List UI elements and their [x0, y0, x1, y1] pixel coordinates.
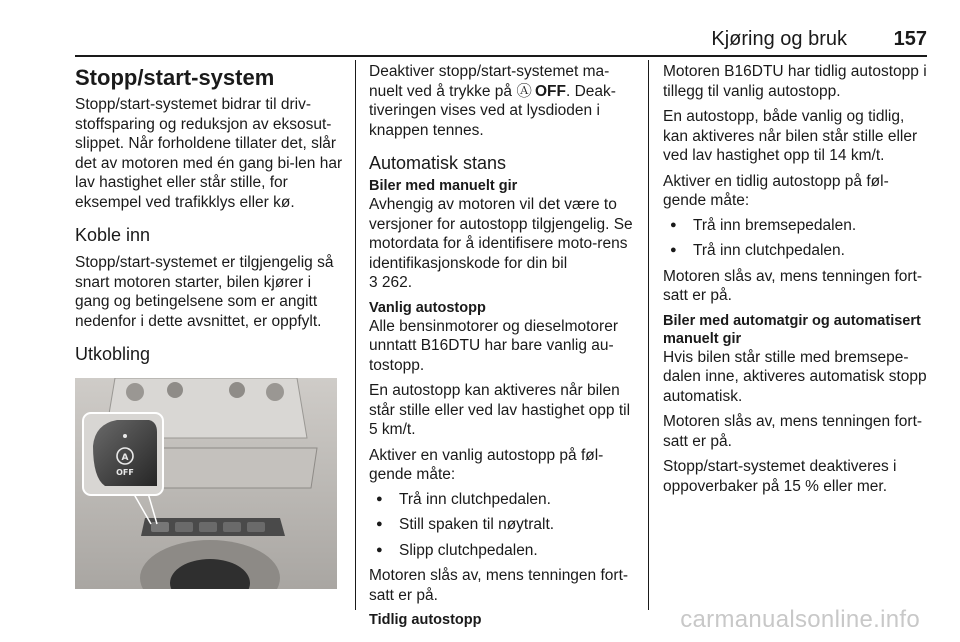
vanlig-paragraph-1: Alle bensinmotorer og dieselmotorer unntatt B16DTU har bare vanlig au-tostopp. [369, 317, 618, 374]
console-photo [75, 378, 337, 589]
list-item: ● Still spaken til nøytralt. [369, 515, 633, 535]
automat-paragraph-1: Hvis bilen står stille med bremsepe-dalen inne, aktiveres automatisk stopp automatisk. [663, 348, 927, 405]
column-2 [369, 62, 633, 629]
tidlig-paragraph-4: Motoren slås av, mens tenningen fort-satt er på. [663, 267, 923, 304]
heading-tidlig-autostopp: Tidlig autostopp [369, 612, 482, 628]
deactivate-text-post: . Deak-tiveringen vises ved at lysdioden i knappen tennes. [369, 82, 616, 139]
column-1 [75, 62, 343, 589]
console-illustration [75, 378, 337, 589]
deactivate-paragraph [369, 62, 633, 140]
auto-stop-icon: Ⓐ [516, 82, 532, 100]
watermark: carmanualsonline.info [680, 606, 920, 633]
automat-paragraph-2: Motoren slås av, mens tenningen fort-satt er på. [663, 413, 923, 450]
list-item: ● Slipp clutchpedalen. [369, 541, 633, 561]
intro-paragraph: Stopp/start-systemet bidrar til driv-stoffsparing og reduksjon av eksosut-slippet. Når forholdene tillater det, slår det av motoren med én gang bi-len har lav hastighet eller står stille, for eksempel ved trafikklys eller kø. [75, 96, 343, 211]
off-button-label: OFF [534, 82, 566, 100]
vanlig-paragraph-4: Motoren slås av, mens tenningen fort-satt er på. [369, 567, 629, 604]
list-item: ● Trå inn clutchpedalen. [369, 490, 633, 510]
tidlig-steps-list [663, 216, 929, 261]
tidlig-paragraph-2: En autostopp, både vanlig og tidlig, kan aktiveres når bilen står stille eller ved lav hastighet opp til 14 km/t. [663, 108, 918, 164]
heading-vanlig-autostopp: Vanlig autostopp [369, 299, 486, 316]
column-3 [663, 62, 929, 502]
column-divider-2 [648, 60, 649, 610]
automat-paragraph-3: Stopp/start-systemet deaktiveres i oppoverbaker på 15 % eller mer. [663, 458, 897, 495]
column-divider-1 [355, 60, 356, 610]
vanlig-paragraph-2: En autostopp kan aktiveres når bilen står stille eller ved lav hastighet opp til 5 km/t. [369, 382, 631, 438]
section-title: Kjøring og bruk [711, 28, 847, 50]
page-heading: Stopp/start-system [75, 65, 275, 90]
header-rule [75, 55, 927, 57]
deactivate-text-pre: Deaktiver stopp/start-systemet ma-nuelt ved å trykke på [369, 63, 610, 100]
heading-automatisk-stans: Automatisk stans [369, 153, 507, 173]
koble-inn-paragraph: Stopp/start-systemet er tilgjengelig så snart motoren starter, bilen kjører i gang og betingelsene som er angitt nedenfor i dette avsnittet, er oppfylt. [75, 254, 334, 330]
list-item: ● Trå inn bremsepedalen. [663, 216, 929, 236]
vanlig-paragraph-3: Aktiver en vanlig autostopp på føl-gende måte: [369, 446, 604, 483]
vanlig-steps-list [369, 490, 633, 561]
photo-off-label: OFF [116, 468, 134, 477]
manuelt-paragraph: Avhengig av motoren vil det være to versjoner for autostopp tilgjengelig. Se motordata for å identifisere moto-rens identifikasjonskode for din bil [369, 196, 633, 272]
tidlig-paragraph-3: Aktiver en tidlig autostopp på føl-gende måte: [663, 172, 889, 209]
heading-manuelt-gir: Biler med manuelt gir [369, 178, 518, 194]
list-item: ● Trå inn clutchpedalen. [663, 241, 929, 261]
heading-automatgir: Biler med automatgir og automatisert manuelt gir [663, 312, 921, 347]
svg-text:A: A [121, 453, 129, 463]
page-reference: 3 262. [369, 274, 413, 291]
page-number: 157 [893, 28, 927, 50]
page-header [75, 28, 927, 54]
heading-koble-inn: Koble inn [75, 225, 151, 245]
tidlig-paragraph-1: Motoren B16DTU har tidlig autostopp i tillegg til vanlig autostopp. [663, 63, 927, 100]
heading-utkobling: Utkobling [75, 344, 151, 364]
